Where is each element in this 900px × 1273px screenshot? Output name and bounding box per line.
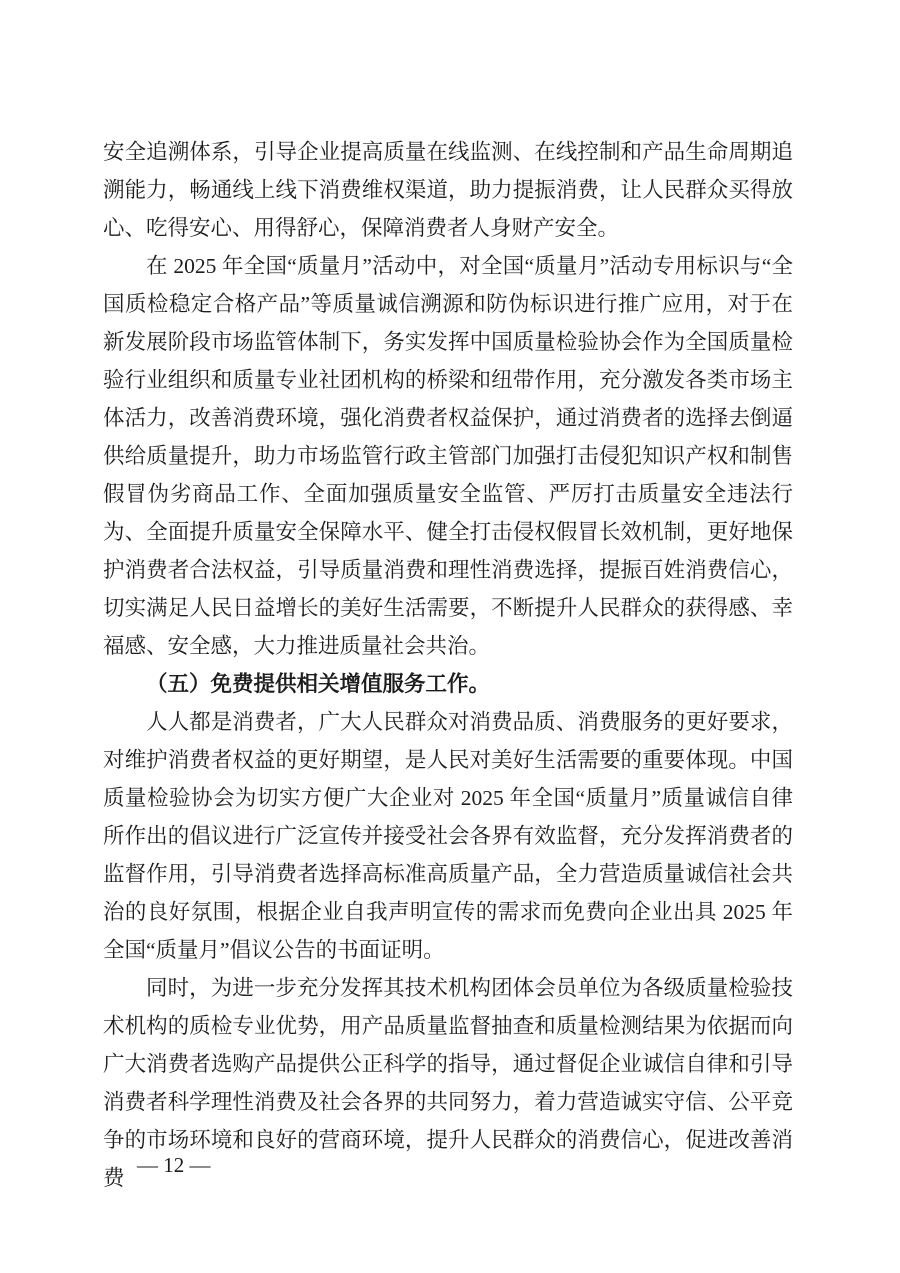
section-heading: （五）免费提供相关增值服务工作。 [146, 672, 491, 696]
paragraph: 在 2025 年全国“质量月”活动中，对全国“质量月”活动专用标识与“全国质检稳定合格产品”等质量诚信溯源和防伪标识进行推广应用，对于在新发展阶段市场监管体制下，务实发挥中国质量检验协会作为全国质量检验行业组织和质量专业社团机构的桥梁和纽带作用，充分激发各类市场主体活力，改善消费环境，强化消费者权益保护，通过消费者的选择去倒逼供给质量提升，助力市场监管行政主管部门加强打击侵犯知识产权和制售假冒伪劣商品工作、全面加强质量安全监管、严厉打击质量安全违法行为、全面提升质量安全保障水平、健全打击侵权假冒长效机制，更好地保护消费者合法权益，引导质量消费和理性消费选择，提振百姓消费信心，切实满足人民日益增长的美好生活需要，不断提升人民群众的获得感、幸福感、安全感，大力推进质量社会共治。 [103, 254, 793, 658]
paragraph: 人人都是消费者，广大人民群众对消费品质、消费服务的更好要求，对维护消费者权益的更好期望，是人民对美好生活需要的重要体现。中国质量检验协会为切实方便广大企业对 2025 年全国“质量月”质量诚信自律所作出的倡议进行广泛宣传并接受社会各界有效监督，充分发挥消费者的监督作用，引导消费者选择高标准高质量产品，全力营造质量诚信社会共治的良好氛围，根据企业自我声明宣传的需求而免费向企业出具 2025 年全国“质量月”倡议公告的书面证明。 [103, 710, 793, 962]
document-body [103, 133, 793, 1197]
paragraph-continuation: 安全追溯体系，引导企业提高质量在线监测、在线控制和产品生命周期追溯能力，畅通线上线下消费维权渠道，助力提振消费，让人民群众买得放心、吃得安心、用得舒心，保障消费者人身财产安全。 [103, 140, 793, 240]
page-number: — 12 — [137, 1153, 211, 1177]
paragraph: 同时，为进一步充分发挥其技术机构团体会员单位为各级质量检验技术机构的质检专业优势，用产品质量监督抽查和质量检测结果为依据而向广大消费者选购产品提供公正科学的指导，通过督促企业诚信自律和引导消费者科学理性消费及社会各界的共同努力，着力营造诚实守信、公平竞争的市场环境和良好的营商环境，提升人民群众的消费信心，促进改善消费 [103, 976, 793, 1190]
